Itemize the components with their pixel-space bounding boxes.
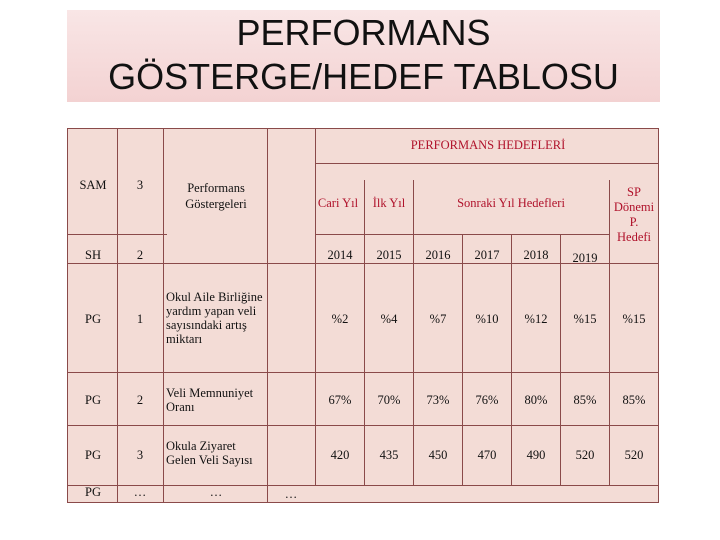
grid-line (67, 485, 659, 486)
row-sam-number: 3 (136, 178, 144, 192)
row2-value-2015: 70% (377, 393, 401, 407)
row3-label: PG (85, 448, 101, 462)
grid-line (462, 234, 463, 485)
row3-value-2017: 470 (477, 448, 497, 462)
row2-value-2017: 76% (475, 393, 499, 407)
performance-table (67, 128, 659, 503)
row3-indicator: Okula Ziyaret Gelen Veli Sayısı (166, 439, 253, 467)
row1-value-2019: %15 (573, 312, 597, 326)
year-2016: 2016 (425, 248, 451, 262)
row-sam-label: SAM (79, 178, 107, 192)
indicators-header-line1: Performans (187, 181, 245, 195)
row2-number: 2 (136, 393, 144, 407)
row1-value-2016: %7 (429, 312, 447, 326)
row1-number: 1 (136, 312, 144, 326)
row2-value-2018: 80% (524, 393, 548, 407)
grid-line (67, 425, 659, 426)
performance-targets-header: PERFORMANS HEDEFLERİ (410, 138, 566, 152)
row3-value-sp: 520 (624, 448, 644, 462)
year-2015: 2015 (376, 248, 402, 262)
row2-label: PG (85, 393, 101, 407)
row1-value-2018: %12 (524, 312, 548, 326)
grid-line (609, 180, 610, 485)
row3-value-2015: 435 (379, 448, 399, 462)
grid-line (267, 128, 268, 503)
first-year-header: İlk Yıl (372, 196, 406, 210)
page-title-line-2: GÖSTERGE/HEDEF TABLOSU (108, 56, 619, 97)
grid-line (117, 128, 118, 503)
grid-line (67, 372, 659, 373)
row2-value-sp: 85% (622, 393, 646, 407)
sp-target-header-2: Dönemi (613, 200, 655, 214)
row4-number: … (133, 485, 147, 499)
row2-indicator: Veli Memnuniyet Oranı (166, 386, 254, 414)
row1-value-2014: %2 (331, 312, 349, 326)
row-sh-number: 2 (136, 248, 144, 262)
grid-line (163, 128, 164, 503)
sp-target-header-3: P. (629, 215, 639, 229)
next-years-targets-header: Sonraki Yıl Hedefleri (457, 196, 565, 210)
row1-value-2017: %10 (475, 312, 499, 326)
year-2017: 2017 (474, 248, 500, 262)
sp-target-header-1: SP (627, 185, 641, 199)
grid-line (413, 180, 414, 485)
row4-indicator: … (209, 485, 223, 499)
indicators-header-line2: Göstergeleri (185, 197, 247, 211)
row3-value-2019: 520 (575, 448, 595, 462)
grid-line (364, 180, 365, 485)
grid-line (511, 234, 512, 485)
row4-label: PG (85, 485, 101, 499)
row2-value-2014: 67% (328, 393, 352, 407)
row1-indicator: Okul Aile Birliğine yardım yapan veli sayısındaki artış miktarı (166, 290, 263, 346)
row2-value-2016: 73% (426, 393, 450, 407)
grid-line (315, 263, 316, 485)
grid-line (315, 163, 659, 164)
page-title-line-1: PERFORMANS (236, 12, 491, 53)
grid-line (67, 263, 659, 264)
grid-line (67, 234, 167, 235)
row3-value-2018: 490 (526, 448, 546, 462)
year-2014: 2014 (327, 248, 353, 262)
year-2018: 2018 (523, 248, 549, 262)
row2-value-2019: 85% (573, 393, 597, 407)
row4-extra: … (284, 487, 298, 501)
grid-line (315, 234, 609, 235)
row1-value-2015: %4 (380, 312, 398, 326)
row-sh-label: SH (85, 248, 101, 262)
row1-value-sp: %15 (622, 312, 646, 326)
year-2019: 2019 (572, 251, 598, 265)
grid-line (315, 128, 316, 263)
current-year-header: Cari Yıl (317, 196, 359, 210)
sp-target-header-4: Hedefi (616, 230, 652, 244)
row3-value-2014: 420 (330, 448, 350, 462)
row3-value-2016: 450 (428, 448, 448, 462)
grid-line (560, 234, 561, 485)
row1-label: PG (85, 312, 101, 326)
row3-number: 3 (136, 448, 144, 462)
